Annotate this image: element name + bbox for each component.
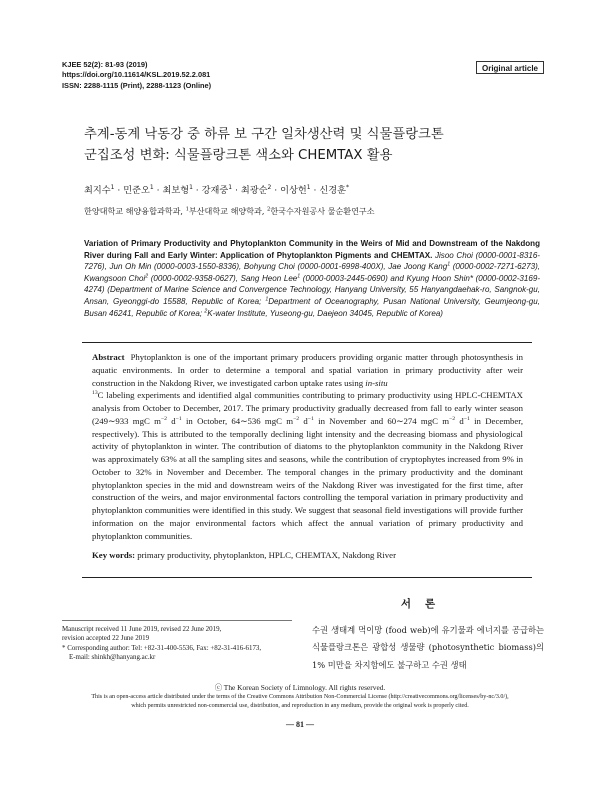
author-name: 최보형	[162, 185, 190, 196]
author-text: (0000-0002-7271-6273), Kwangsoon Choi	[84, 262, 540, 283]
abstract-text: d	[166, 415, 176, 426]
author-text: Jisoo Choi (0000-0001-8316-7276), Jun Oh Min (0000-0003-1550-8336), Bohyung Choi (0000-0001-6998-400X), Jae Joong Kang	[84, 250, 540, 272]
abstract-text: in-situ	[365, 377, 388, 388]
korean-authors: 최지수$^1$ · 민준오$^1$ · 최보형$^1$ · 강재중$^1$ · 최광순$^2$ · 이상헌$^1$ · 신경훈*	[84, 183, 349, 196]
affiliation-mark: 1	[228, 183, 233, 191]
affiliation-mark: 2	[267, 206, 271, 213]
korean-title	[84, 124, 554, 166]
corresponding-mark: *	[345, 183, 349, 191]
author-name: 강재중	[201, 185, 229, 196]
abstract	[92, 351, 523, 542]
affiliation-mark: 1	[189, 183, 193, 191]
abstract-text: C labeling experiments and identified algal communities contributing to primary productivity using HPLC-CHEMTAX analysis from October to December, 2017. The primary productivity gradually decreased from fall to early winter season (249∼933 mgC m	[92, 390, 523, 426]
abstract-text: Phytoplankton is one of the important primary producers providing organic matter through photosynthesis in aquatic environments. In order to determine a temporal and spatial variation in primary productivity after weir construction in the Nakdong River, we investigated carbon uptake rates using	[92, 352, 523, 388]
author-text: K-water Institute, Yuseong-gu, Daejeon 34045, Republic of Korea)	[207, 308, 443, 318]
introduction-text: 수권 생태계 먹이망 (food web)에 유기물과 에너지를 공급하는 식물플랑크톤은 광합성 생물량 (photosynthetic biomass)의 1% 미만을 차지함에도 불구하고 수권 생태	[312, 625, 544, 670]
abstract-text: in October, 64∼536 mgC m	[181, 415, 294, 426]
author-text: Department of Oceanography, Pusan National University, Geumjeong-gu, Busan 46241, Republic of Korea;	[84, 296, 540, 318]
affiliation-mark: 1	[265, 296, 269, 303]
unit-exponent: −2	[293, 415, 300, 422]
affiliation-mark: 1	[149, 183, 154, 191]
keywords-label: Key words:	[92, 550, 136, 560]
page-number: — 81 —	[286, 720, 314, 729]
isotope-mark: 13	[92, 390, 98, 397]
affiliation-mark: 1	[306, 183, 311, 191]
abstract-text: in December, respectively). This is attributed to the temporally declining light intensity and the decreasing biomass and physiological activity of phytoplankton in winter. The contribution of diatoms to the phytoplankton community in the Nakdong River was approximately 63% at all the sampling sites and seasons, while the contribution of cryptophytes increased from 9% in October to 32% in November and December. The temporal changes in the primary productivity and the dominant phytoplankton species in the mid and downstream weirs of the Nakdong River was investigated for the first time, after construction of the weirs, and major environmental factors controlling the temporal variation in primary productivity and phytoplankton communities were identified in this study. We suggest that seasonal field investigations will provide further information on the major environmental factors which affect the annual variation of primary productivity and phytoplankton communities.	[92, 415, 524, 541]
abstract-text: in November and 60∼274 mgC m	[313, 415, 450, 426]
affiliation-mark: 2	[267, 183, 272, 191]
unit-exponent: −2	[449, 415, 456, 422]
journal-doi[interactable]: https://doi.org/10.11614/KSL.2019.52.2.081	[62, 70, 211, 80]
accepted-note: revision accepted 22 June 2019	[62, 634, 150, 643]
korean-title-line2: 군집조성 변화: 식물플랑크톤 색소와 CHEMTAX 활용	[84, 148, 393, 163]
keywords-text: primary productivity, phytoplankton, HPLC, CHEMTAX, Nakdong River	[135, 550, 396, 560]
footnote-divider	[62, 620, 292, 621]
author-name: 최지수	[84, 185, 111, 196]
author-name: 최광순	[240, 185, 268, 196]
korean-affiliations	[84, 206, 375, 217]
affiliation-mark: 2	[204, 307, 208, 314]
abstract-text: d	[455, 415, 464, 426]
affiliation-text: 한국수자원공사 물순환연구소	[270, 206, 375, 216]
affiliation-mark: 1	[447, 261, 451, 268]
journal-issn: ISSN: 2288-1115 (Print), 2288-1123 (Online)	[62, 80, 212, 90]
license-notice	[40, 693, 560, 712]
license-line2: which permits unrestricted non-commercial use, distribution, and reproduction in any medium, provide the original work is properly cited.	[131, 703, 469, 710]
received-note: Manuscript received 11 June 2019, revised 22 June 2019,	[62, 625, 222, 633]
affiliation-mark: 1	[185, 206, 189, 213]
abstract-label: Abstract	[92, 352, 125, 362]
author-name: 이상헌	[280, 185, 307, 196]
journal-meta	[62, 60, 211, 91]
copyright-notice: ⓒ The Korean Society of Limnology. All rights reserved.	[214, 683, 386, 692]
korean-title-line1: 추계-동계 낙동강 중 하류 보 구간 일차생산력 및 식물플랑크톤	[84, 127, 444, 142]
author-text: (0000-0002-9358-0627), Sang Heon Lee	[148, 273, 298, 283]
keywords	[92, 550, 523, 560]
english-title-block	[84, 238, 540, 319]
journal-citation: KJEE 52(2): 81-93 (2019)	[62, 60, 148, 69]
unit-exponent: −1	[463, 415, 470, 422]
affiliation-text: 한양대학교 해양융합과학과,	[84, 206, 183, 216]
affiliation-text: 부산대학교 해양학과,	[188, 206, 265, 216]
author-text: (0000-0003-2445-0690) and Kyung Hoon Shin* (0000-0002-3169-4274) (Department of Marine Science and Convergence Technology, Hanyang University, 55 Hanyangdaehak-ro, Sangnok-gu, Ansan, Gyeonggi-do 15588, Republic of Korea;	[84, 273, 541, 306]
author-name: 민준오	[123, 185, 150, 196]
unit-exponent: −1	[307, 415, 314, 422]
footnotes	[62, 625, 302, 663]
unit-exponent: −1	[175, 415, 182, 422]
corresponding-note: * Corresponding author: Tel: +82-31-400-5536, Fax: +82-31-416-6173,	[62, 643, 262, 652]
author-name: 신경훈	[319, 185, 346, 196]
english-title: Variation of Primary Productivity and Phytoplankton Community in the Weirs of Mid and Downstream of the Nakdong River during Fall and Early Winter: Application of Phytoplankton Pigments and CHEMTAX.	[84, 239, 540, 260]
license-line1: This is an open-access article distributed under the terms of the Creative Commons Attribution Non-Commercial License (http://creativecommons.org/licenses/by-nc/3.0/),	[91, 694, 509, 700]
affiliation-mark: 1	[110, 183, 115, 191]
section-heading-introduction: 서론	[400, 598, 450, 610]
unit-exponent: −2	[160, 415, 167, 422]
english-authors	[84, 251, 540, 318]
abstract-text: d	[299, 415, 308, 426]
article-type-badge: Original article	[476, 61, 544, 74]
affiliation-mark: 2	[145, 273, 149, 280]
affiliation-mark: 1	[297, 273, 301, 280]
email-note[interactable]: E-mail: shinkh@hanyang.ac.kr	[69, 653, 156, 662]
